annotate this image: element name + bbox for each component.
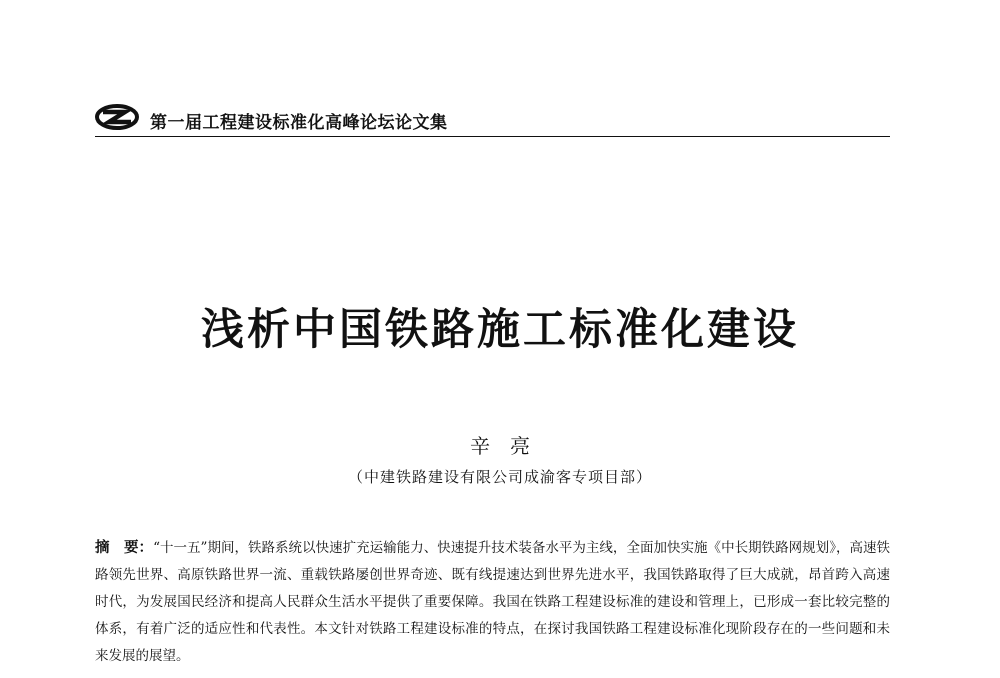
abstract-paragraph (95, 535, 890, 670)
conference-logo-icon (95, 104, 139, 130)
author-affiliation: （中建铁路建设有限公司成渝客专项目部） (347, 468, 652, 486)
header-divider (95, 136, 890, 137)
abstract-text: “十一五”期间，铁路系统以快速扩充运输能力、快速提升技术装备水平为主线，全面加快实施《中长期铁路网规划》，高速铁路领先世界、高原铁路世界一流、重载铁路屡创世界奇迹、既有线提速达到世界先进水平，我国铁路取得了巨大成就，昂首跨入高速时代，为发展国民经济和提高人民群众生活水平提供了重要保障。我国在铁路工程建设标准的建设和管理上，已形成一套比较完整的体系，有着广泛的适应性和代表性。本文针对铁路工程建设标准的特点，在探讨我国铁路工程建设标准化现阶段存在的一些问题和未来发展的展望。 (95, 540, 891, 664)
paper-author: 辛 亮 (470, 434, 530, 458)
abstract-label: 摘 要： (95, 540, 154, 556)
running-header-title: 第一届工程建设标准化高峰论坛论文集 (150, 113, 448, 133)
page-header (95, 102, 890, 136)
paper-title: 浅析中国铁路施工标准化建设 (201, 305, 799, 355)
